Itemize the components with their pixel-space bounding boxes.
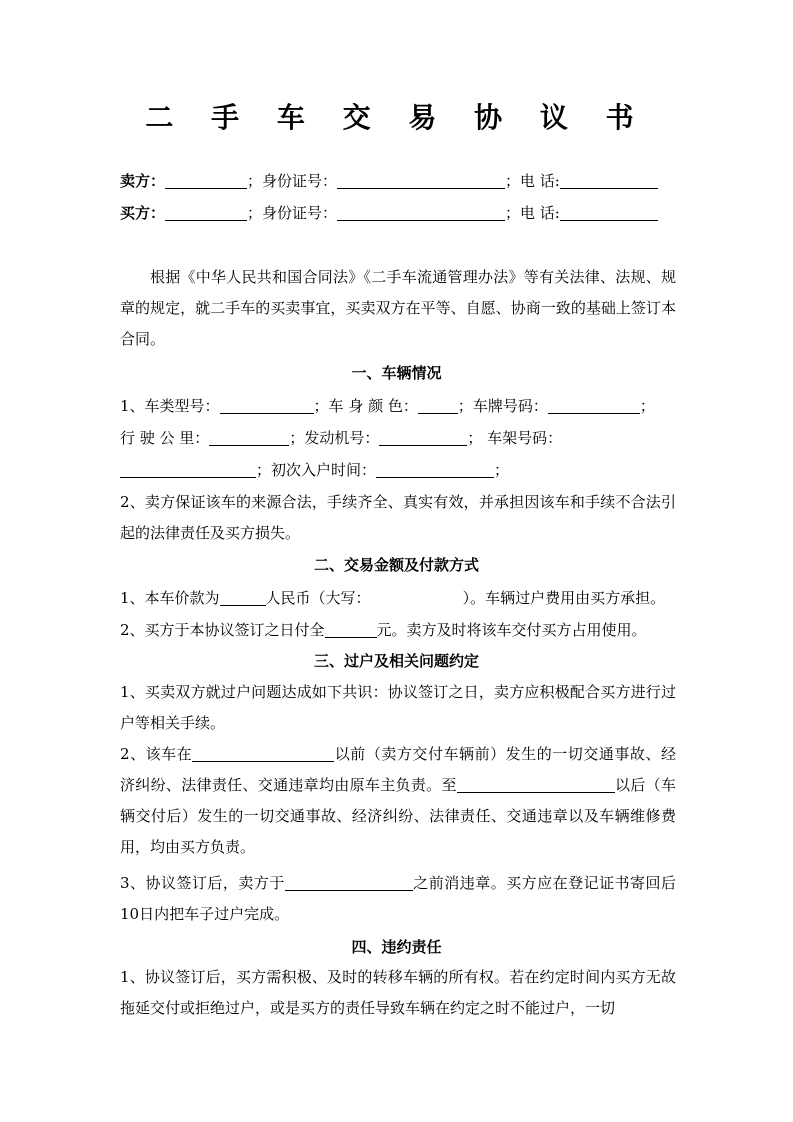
- first-registration-field[interactable]: [376, 461, 494, 478]
- vehicle-model-label: 1、车类型号：: [120, 397, 220, 415]
- section3-item1: 1、买卖双方就过户问题达成如下共识：协议签订之日，卖方应积极配合买方进行过户等相关手续。: [120, 683, 676, 732]
- payment-tail: 元。卖方及时将该车交付买方占用使用。: [376, 621, 647, 639]
- seller-label: 卖方：: [120, 172, 166, 190]
- payment-label: 2、买方于本协议签订之日付全: [120, 621, 325, 639]
- first-registration-label: ；初次入户时间：: [256, 461, 377, 479]
- vehicle-model-field[interactable]: [220, 397, 314, 414]
- vin-label: ； 车架号码：: [467, 429, 563, 447]
- vehicle-row-2: [120, 428, 562, 448]
- vehicle-row-3: [120, 460, 509, 480]
- price-field[interactable]: [220, 589, 266, 606]
- vehicle-color-field[interactable]: [418, 397, 458, 414]
- plate-number-field[interactable]: [548, 397, 640, 414]
- section3-item2-b: 以前（卖方交付车辆前）发生的一切交通事故、经济纠纷、法律责任、交通违章均由原车主负责。至: [120, 745, 676, 794]
- section4-heading: 四、违约责任: [351, 938, 442, 956]
- price-label: 1、本车价款为: [120, 589, 220, 607]
- seller-phone-field[interactable]: [560, 172, 658, 189]
- buyer-line: [120, 203, 658, 223]
- after-handover-date-field[interactable]: [457, 776, 615, 793]
- row3-end: ；: [494, 461, 510, 479]
- section3-item2: [120, 739, 676, 863]
- seller-id-field[interactable]: [337, 172, 505, 189]
- buyer-label: 买方：: [120, 204, 166, 222]
- price-uppercase-label: 人民币（大写：: [265, 589, 371, 607]
- section3-item2-c: 以后（车辆交付后）发生的一切交通事故、经济纠纷、法律责任、交通违章以及车辆维修费用，均由买方负责。: [120, 776, 676, 856]
- section3-item3-a: 3、协议签订后，卖方于: [120, 874, 285, 892]
- section3-item3-b: 之前消违章。买方应在登记证书寄回后10日内把车子过户完成。: [120, 874, 676, 923]
- mileage-label: 行 驶 公 里：: [120, 429, 210, 447]
- seller-phone-label: ；电 话:: [505, 172, 560, 190]
- violation-clear-date-field[interactable]: [285, 874, 413, 891]
- price-line: [120, 588, 665, 608]
- section1-item2: 2、卖方保证该车的来源合法，手续齐全、真实有效，并承担因该车和手续不合法引起的法律责任及买方损失。: [120, 493, 676, 542]
- section3-item2-a: 2、该车在: [120, 745, 193, 763]
- section2-heading: 二、交易金额及付款方式: [313, 556, 479, 574]
- row1-end: ；: [639, 397, 655, 415]
- section3-item3: [120, 868, 676, 930]
- vin-field[interactable]: [120, 461, 256, 478]
- vehicle-row-1: [120, 396, 655, 416]
- section4-item1: 1、协议签订后，买方需积极、及时的转移车辆的所有权。若在约定时间内买方无故拖延交付或拒绝过户，或是买方的责任导致车辆在约定之时不能过户，一切: [120, 968, 676, 1017]
- document-title: 二 手 车 交 易 协 议 书: [145, 101, 648, 134]
- section3-heading: 三、过户及相关问题约定: [313, 652, 479, 670]
- price-tail: ）。车辆过户费用由买方承担。: [462, 589, 666, 607]
- buyer-phone-label: ；电 话:: [505, 204, 560, 222]
- engine-number-field[interactable]: [379, 429, 467, 446]
- payment-field[interactable]: [325, 621, 377, 638]
- intro-paragraph: 根据《中华人民共和国合同法》《二手车流通管理办法》等有关法律、法规、规章的规定，就二手车的买卖事宜，买卖双方在平等、自愿、协商一致的基础上签订本合同。: [120, 268, 676, 348]
- handover-date-field[interactable]: [192, 745, 334, 762]
- buyer-phone-field[interactable]: [560, 204, 658, 221]
- buyer-id-field[interactable]: [337, 204, 505, 221]
- payment-line: [120, 620, 647, 640]
- seller-line: [120, 171, 658, 191]
- seller-name-field[interactable]: [165, 172, 247, 189]
- section1-heading: 一、车辆情况: [351, 364, 442, 382]
- mileage-field[interactable]: [209, 429, 289, 446]
- engine-number-label: ；发动机号：: [289, 429, 380, 447]
- seller-id-label: ；身份证号：: [247, 172, 338, 190]
- plate-number-label: ；车牌号码：: [457, 397, 548, 415]
- buyer-name-field[interactable]: [165, 204, 247, 221]
- vehicle-color-label: ；车 身 颜 色：: [313, 397, 418, 415]
- buyer-id-label: ；身份证号：: [247, 204, 338, 222]
